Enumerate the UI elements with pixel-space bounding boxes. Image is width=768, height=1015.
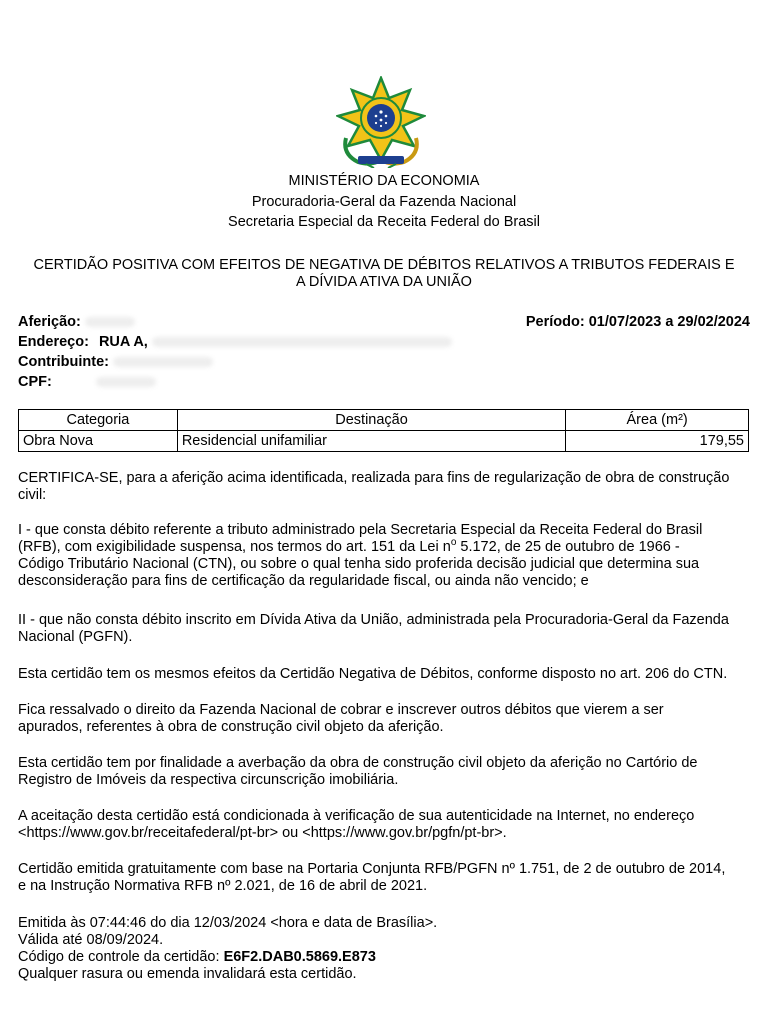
aceitacao-line2: <https://www.gov.br/receitafederal/pt-br> ou <https://www.gov.br/pgfn/pt-br>.: [18, 825, 507, 841]
afericao-row: [18, 314, 135, 331]
codigo-controle-label: Código de controle da certidão:: [18, 949, 224, 965]
item-i-line4: desconsideração para fins de certificação da regularidade fiscal, ou ainda não vencido; e: [18, 573, 589, 589]
contribuinte-label: Contribuinte:: [18, 354, 110, 370]
periodo-label: Período:: [525, 314, 585, 330]
codigo-controle-line: [18, 949, 749, 966]
redacted-endereco-value: [152, 337, 452, 347]
certificate-title-line1: CERTIDÃO POSITIVA COM EFEITOS DE NEGATIVA DE DÉBITOS RELATIVOS A TRIBUTOS FEDERAIS E: [33, 257, 735, 273]
aceitacao-paragraph: [18, 808, 749, 842]
codigo-controle-value: E6F2.DAB0.5869.E873: [223, 949, 376, 965]
agency-line-rfb: Secretaria Especial da Receita Federal do Brasil: [228, 214, 540, 230]
item-i-line1: I - que consta débito referente a tributo administrado pela Secretaria Especial da Receita Federal do Brasil: [18, 522, 703, 538]
contribuinte-row: [18, 354, 213, 371]
brazil-coat-of-arms-emblem: [336, 76, 426, 168]
redacted-afericao-value: [85, 317, 135, 327]
ministry-heading: MINISTÉRIO DA ECONOMIA: [288, 173, 480, 189]
item-i-superscript: o: [450, 537, 457, 549]
periodo-value: 01/07/2023 a 29/02/2024: [588, 314, 750, 330]
construction-table: [18, 409, 749, 452]
endereco-row: [18, 334, 452, 351]
emitida-gratuitamente-paragraph: [18, 861, 749, 895]
endereco-label: Endereço:: [18, 334, 89, 350]
emitida-gratuitamente-line1: Certidão emitida gratuitamente com base na Portaria Conjunta RFB/PGFN nº 1.751, de 2 de outubro de 2014,: [18, 861, 726, 877]
cell-area: 179,55: [566, 431, 749, 452]
certifica-paragraph: [18, 470, 749, 504]
certifica-line2: civil:: [18, 487, 47, 503]
cell-destinacao: Residencial unifamiliar: [177, 431, 565, 452]
redacted-contribuinte-value: [113, 357, 213, 367]
cpf-row: [18, 374, 156, 391]
item-i-line2-tail: 5.172, de 25 de outubro de 1966 -: [456, 539, 680, 555]
emblem-blue-disc: [367, 104, 395, 132]
footer-block: [18, 915, 749, 983]
column-header-destinacao: Destinação: [177, 410, 565, 431]
cell-categoria: Obra Nova: [19, 431, 178, 452]
item-ii-line2: Nacional (PGFN).: [18, 629, 133, 645]
table-header-row: [19, 410, 749, 431]
item-i-line2-text: (RFB), com exigibilidade suspensa, nos termos do art. 151 da Lei n: [18, 539, 451, 555]
rasura-line: Qualquer rasura ou emenda invalidará esta certidão.: [18, 966, 357, 982]
aceitacao-line1: A aceitação desta certidão está condicionada à verificação de sua autenticidade na Internet, no endereço: [18, 808, 695, 824]
item-i-paragraph: [18, 522, 749, 590]
ressalva-line1: Fica ressalvado o direito da Fazenda Nacional de cobrar e inscrever outros débitos que vierem a ser: [18, 702, 664, 718]
redacted-cpf-value: [96, 377, 156, 387]
table-row: [19, 431, 749, 452]
item-i-line3: Código Tributário Nacional (CTN), ou sobre o qual tenha sido proferida decisão judicial que determina sua: [18, 556, 700, 572]
column-header-area: Área (m²): [566, 410, 749, 431]
ressalva-paragraph: [18, 702, 749, 736]
finalidade-paragraph: [18, 755, 749, 789]
column-header-categoria: Categoria: [19, 410, 178, 431]
finalidade-line2: Registro de Imóveis da respectiva circunscrição imobiliária.: [18, 772, 399, 788]
item-i-line2: [18, 539, 749, 556]
efeitos-paragraph: Esta certidão tem os mesmos efeitos da Certidão Negativa de Débitos, conforme disposto no art. 206 do CTN.: [18, 666, 728, 682]
valida-line: Válida até 08/09/2024.: [18, 932, 164, 948]
cpf-label: CPF:: [18, 374, 52, 390]
certifica-line1: CERTIFICA-SE, para a aferição acima identificada, realizada para fins de regularização de obra de construção: [18, 470, 730, 486]
endereco-value: RUA A,: [98, 334, 148, 350]
emitida-line: Emitida às 07:44:46 do dia 12/03/2024 <hora e data de Brasília>.: [18, 915, 438, 931]
ressalva-line2: apurados, referentes à obra de construção civil objeto da aferição.: [18, 719, 444, 735]
certificate-title-line2: A DÍVIDA ATIVA DA UNIÃO: [296, 274, 472, 290]
item-ii-line1: II - que não consta débito inscrito em Dívida Ativa da União, administrada pela Procuradoria-Geral da Fazenda: [18, 612, 729, 628]
item-ii-paragraph: [18, 612, 749, 646]
emitida-gratuitamente-line2: e na Instrução Normativa RFB nº 2.021, de 16 de abril de 2021.: [18, 878, 428, 894]
finalidade-line1: Esta certidão tem por finalidade a averbação da obra de construção civil objeto da aferição no Cartório de: [18, 755, 698, 771]
periodo-row: [526, 314, 750, 331]
agency-line-pgfn: Procuradoria-Geral da Fazenda Nacional: [251, 194, 517, 210]
afericao-label: Aferição:: [18, 314, 81, 330]
